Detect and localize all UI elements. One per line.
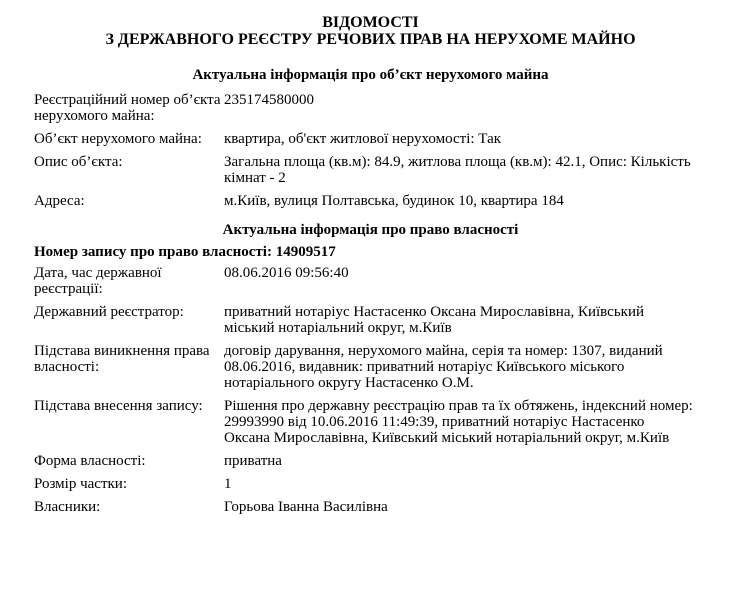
ownership-row-basis-of-ownership: [34, 343, 731, 391]
property-row-address: [34, 193, 731, 209]
document-title-line-1: ВІДОМОСТІ: [322, 14, 419, 31]
field-value: приватний нотаріус Настасенко Оксана Мирославівна, Київський міський нотаріальний округ, м.Київ: [224, 304, 645, 336]
property-row-object: [34, 131, 731, 147]
field-value: приватна: [224, 453, 282, 469]
ownership-section: [34, 265, 731, 515]
ownership-row-basis-of-entry: [34, 398, 731, 446]
field-label: Форма власності:: [34, 453, 146, 469]
ownership-row-owners: [34, 499, 731, 515]
field-value: 1: [224, 476, 232, 492]
field-value: 08.06.2016 09:56:40: [224, 265, 349, 281]
field-value: 235174580000: [224, 92, 314, 108]
document-title-line-2: З ДЕРЖАВНОГО РЕЄСТРУ РЕЧОВИХ ПРАВ НА НЕРУХОМЕ МАЙНО: [105, 31, 636, 48]
ownership-row-registration-date: [34, 265, 731, 297]
field-label: Опис об’єкта:: [34, 154, 123, 170]
field-label: Об’єкт нерухомого майна:: [34, 131, 202, 147]
document-title: [34, 14, 707, 48]
field-label: Реєстраційний номер об’єкта нерухомого майна:: [34, 92, 221, 124]
field-value: Горьова Іванна Василівна: [224, 499, 388, 515]
field-label: Підстава виникнення права власності:: [34, 343, 210, 375]
field-label: Державний реєстратор:: [34, 304, 184, 320]
field-value: договір дарування, нерухомого майна, серія та номер: 1307, виданий 08.06.2016, видавник: приватний нотаріус Київського міського нотаріального округу Настасенко О.М.: [224, 343, 663, 391]
field-label: Власники:: [34, 499, 101, 515]
field-value: квартира, об'єкт житлової нерухомості: Так: [224, 131, 502, 147]
property-section: [34, 92, 731, 209]
field-label: Розмір частки:: [34, 476, 127, 492]
field-value: м.Київ, вулиця Полтавська, будинок 10, квартира 184: [224, 193, 564, 209]
ownership-record-number: Номер запису про право власності: 14909517: [34, 244, 336, 260]
field-label: Адреса:: [34, 193, 85, 209]
property-row-description: [34, 154, 731, 186]
ownership-section-heading: Актуальна інформація про право власності: [222, 222, 519, 238]
field-label: Дата, час державної реєстрації:: [34, 265, 162, 297]
property-section-heading: Актуальна інформація про об’єкт нерухомого майна: [192, 67, 549, 83]
ownership-row-form-of-ownership: [34, 453, 731, 469]
ownership-row-registrar: [34, 304, 731, 336]
field-value: Рішення про державну реєстрацію прав та їх обтяжень, індексний номер: 29993990 від 10.06.2016 11:49:39, приватний нотаріус Настасенко Оксана Мирославівна, Київський міський нотаріальний округ, м.Київ: [224, 398, 693, 446]
field-value: Загальна площа (кв.м): 84.9, житлова площа (кв.м): 42.1, Опис: Кількість кімнат - 2: [224, 154, 691, 186]
ownership-row-share-size: [34, 476, 731, 492]
property-row-registration-number: [34, 92, 731, 124]
field-label: Підстава внесення запису:: [34, 398, 203, 414]
